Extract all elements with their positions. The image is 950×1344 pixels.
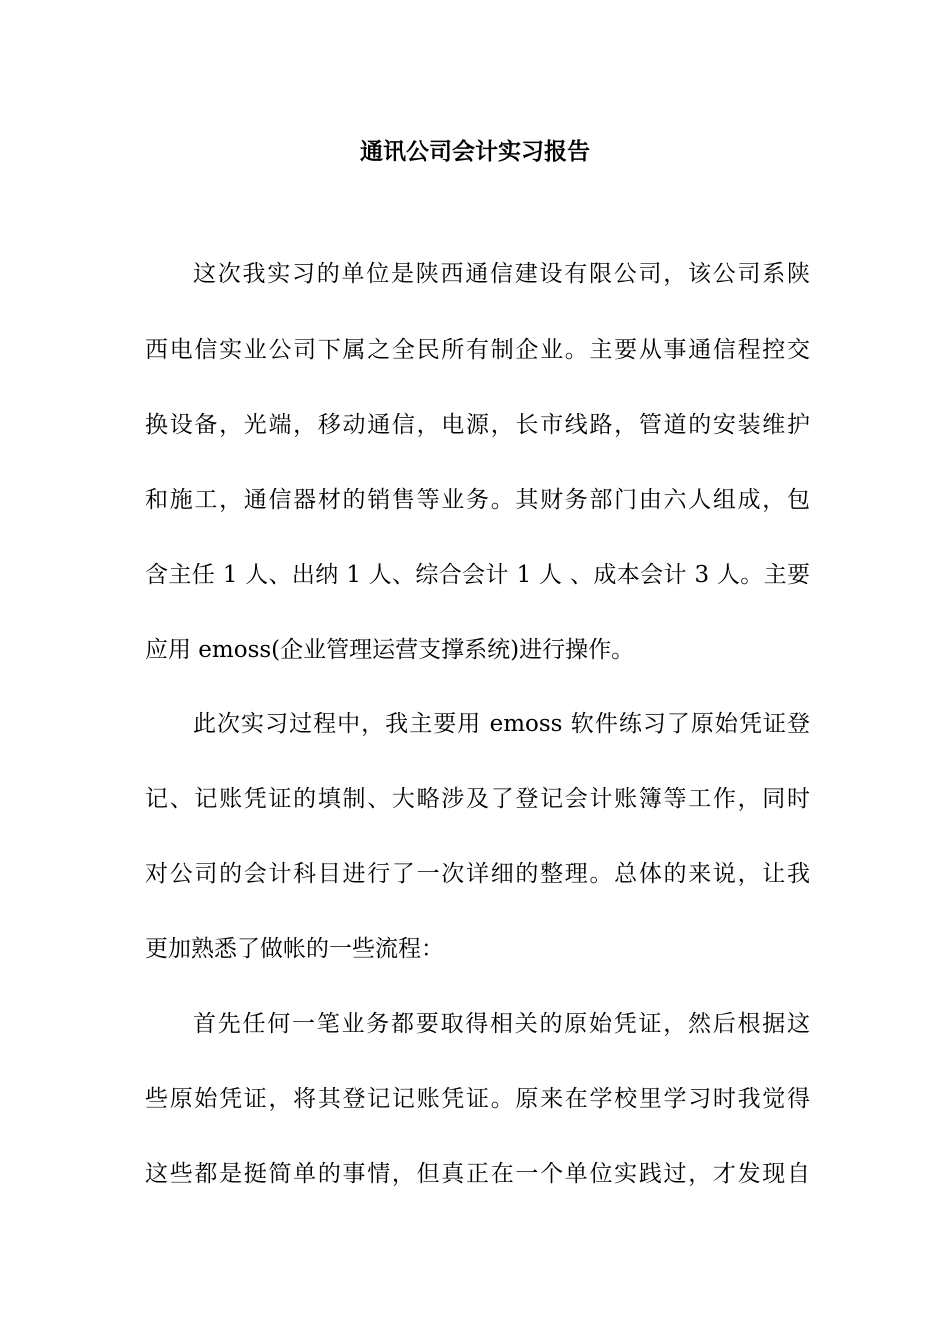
paragraph-1-line-4: 和施工，通信器材的销售等业务。其财务部门由六人组成，包 <box>145 487 810 513</box>
document-title: 通讯公司会计实习报告 <box>360 139 590 165</box>
paragraph-1-line-5: 含主任 1 人、出纳 1 人、综合会计 1 人 、成本会计 3 人。主要 <box>145 562 810 588</box>
paragraph-2-line-2: 记、记账凭证的填制、大略涉及了登记会计账簿等工作，同时 <box>145 786 810 812</box>
paragraph-1-line-2: 西电信实业公司下属之全民所有制企业。主要从事通信程控交 <box>145 337 810 363</box>
paragraph-1-line-6: 应用 emoss(企业管理运营支撑系统)进行操作。 <box>145 637 635 663</box>
paragraph-1-line-1: 这次我实习的单位是陕西通信建设有限公司，该公司系陕 <box>193 261 810 287</box>
paragraph-3-line-3: 这些都是挺简单的事情，但真正在一个单位实践过，才发现自 <box>145 1161 810 1187</box>
paragraph-2-line-1: 此次实习过程中，我主要用 emoss 软件练习了原始凭证登 <box>193 711 810 737</box>
paragraph-3-line-1: 首先任何一笔业务都要取得相关的原始凭证，然后根据这 <box>193 1011 810 1037</box>
paragraph-2-line-4: 更加熟悉了做帐的一些流程： <box>145 936 444 962</box>
paragraph-2-line-3: 对公司的会计科目进行了一次详细的整理。总体的来说，让我 <box>145 861 810 887</box>
paragraph-3-line-2: 些原始凭证，将其登记记账凭证。原来在学校里学习时我觉得 <box>145 1086 810 1112</box>
paragraph-1-line-3: 换设备，光端，移动通信，电源，长市线路，管道的安装维护 <box>145 412 810 438</box>
